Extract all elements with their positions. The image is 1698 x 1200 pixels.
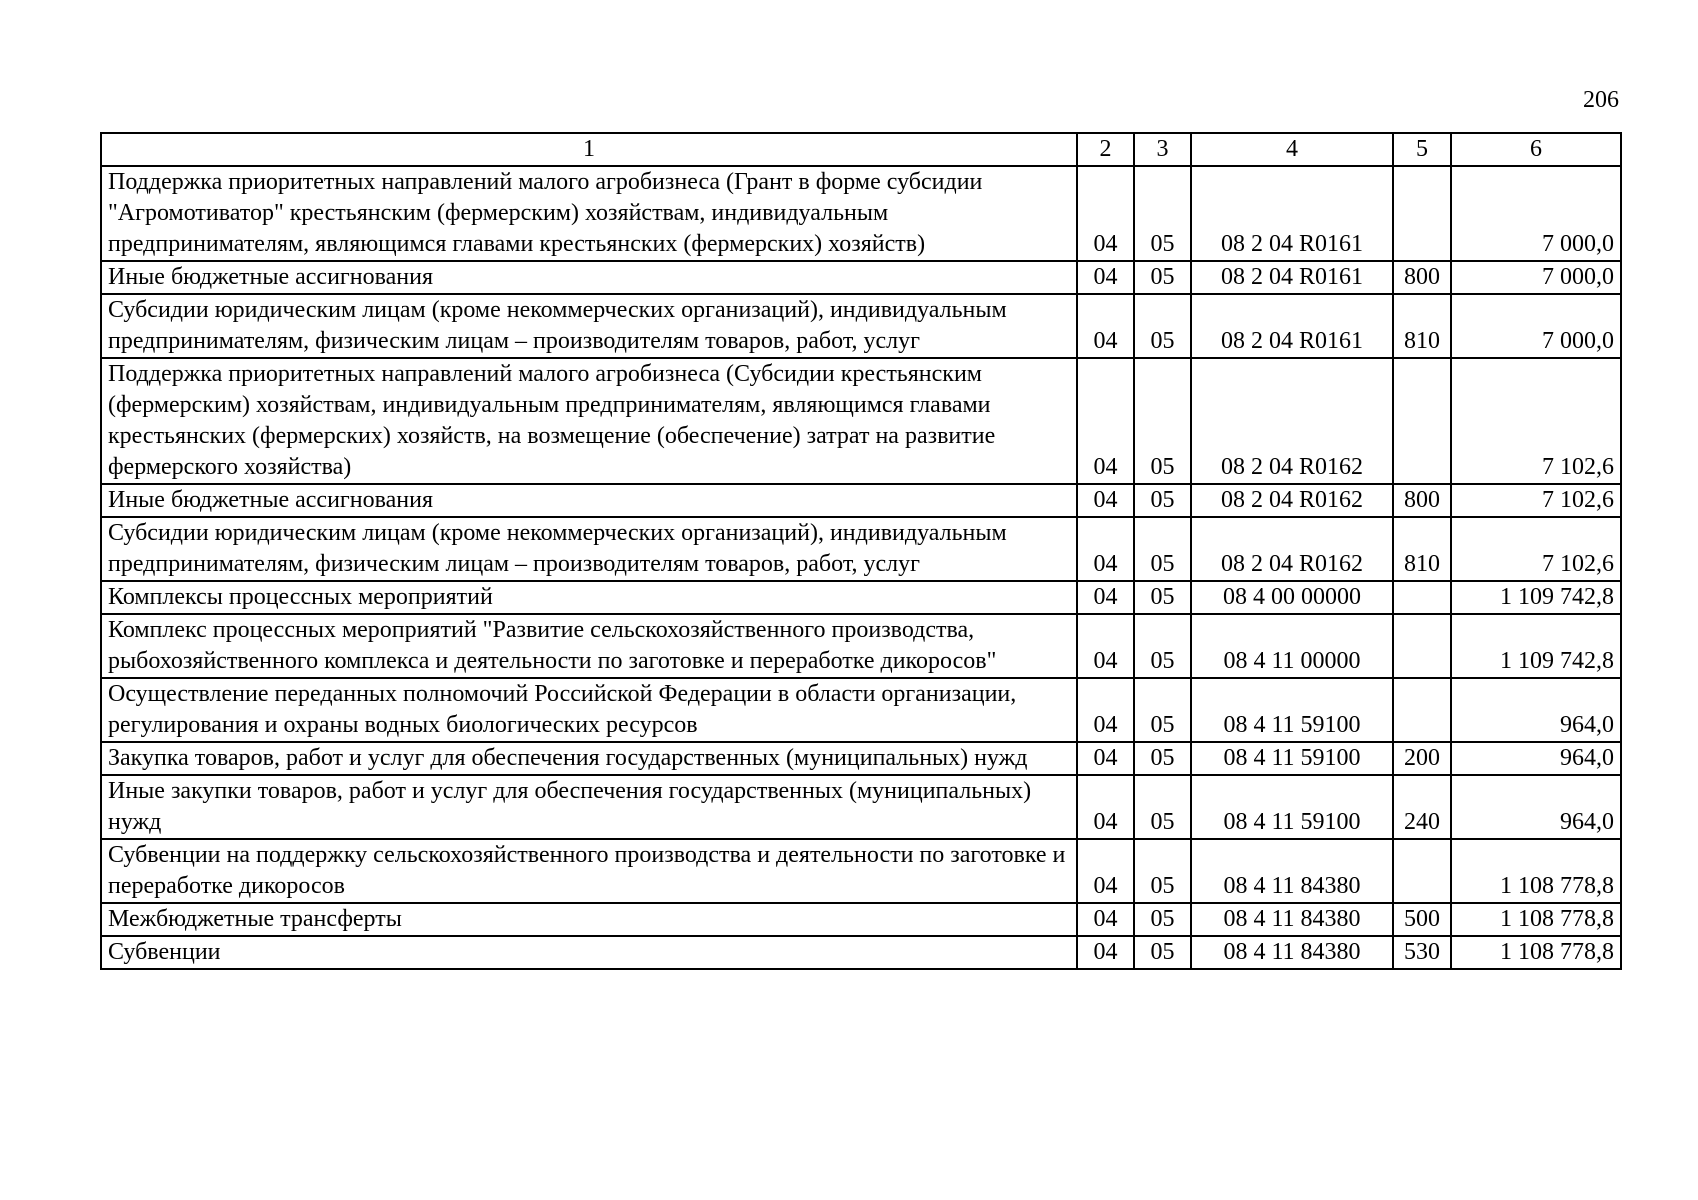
row-name-cell: Иные бюджетные ассигнования — [101, 484, 1077, 517]
table-row — [101, 936, 1621, 969]
expense-type-cell: 240 — [1393, 775, 1451, 839]
target-article-cell: 08 2 04 R0161 — [1191, 166, 1393, 261]
target-article-cell: 08 4 00 00000 — [1191, 581, 1393, 614]
subsection-code-cell: 05 — [1134, 936, 1191, 969]
row-name-cell: Субвенции на поддержку сельскохозяйственного производства и деятельности по заготовке и переработке дикоросов — [101, 839, 1077, 903]
target-article-cell: 08 4 11 84380 — [1191, 903, 1393, 936]
expense-type-cell: 500 — [1393, 903, 1451, 936]
expense-type-cell — [1393, 581, 1451, 614]
table-row — [101, 742, 1621, 775]
column-header: 3 — [1134, 133, 1191, 166]
target-article-cell: 08 2 04 R0161 — [1191, 261, 1393, 294]
table-row — [101, 261, 1621, 294]
column-header: 5 — [1393, 133, 1451, 166]
target-article-cell: 08 4 11 00000 — [1191, 614, 1393, 678]
row-name-cell: Иные бюджетные ассигнования — [101, 261, 1077, 294]
table-row — [101, 775, 1621, 839]
expense-type-cell — [1393, 614, 1451, 678]
row-name-cell: Иные закупки товаров, работ и услуг для обеспечения государственных (муниципальных) нужд — [101, 775, 1077, 839]
section-code-cell: 04 — [1077, 294, 1134, 358]
row-name-cell: Поддержка приоритетных направлений малого агробизнеса (Субсидии крестьянским (фермерским) хозяйствам, индивидуальным предпринимателям, являющимся главами крестьянских (фермерских) хозяйств, на возмещение (обеспечение) затрат на развитие фермерского хозяйства) — [101, 358, 1077, 484]
row-name-cell: Межбюджетные трансферты — [101, 903, 1077, 936]
column-header: 1 — [101, 133, 1077, 166]
amount-cell: 964,0 — [1451, 742, 1621, 775]
amount-cell: 1 108 778,8 — [1451, 839, 1621, 903]
amount-cell: 7 000,0 — [1451, 166, 1621, 261]
target-article-cell: 08 4 11 84380 — [1191, 936, 1393, 969]
subsection-code-cell: 05 — [1134, 261, 1191, 294]
amount-cell: 7 102,6 — [1451, 484, 1621, 517]
section-code-cell: 04 — [1077, 775, 1134, 839]
subsection-code-cell: 05 — [1134, 839, 1191, 903]
page-number: 206 — [1583, 87, 1619, 113]
amount-cell: 964,0 — [1451, 775, 1621, 839]
row-name-cell: Субвенции — [101, 936, 1077, 969]
section-code-cell: 04 — [1077, 614, 1134, 678]
subsection-code-cell: 05 — [1134, 517, 1191, 581]
table-row — [101, 678, 1621, 742]
amount-cell: 1 109 742,8 — [1451, 614, 1621, 678]
section-code-cell: 04 — [1077, 166, 1134, 261]
table-row — [101, 294, 1621, 358]
subsection-code-cell: 05 — [1134, 484, 1191, 517]
amount-cell: 1 109 742,8 — [1451, 581, 1621, 614]
amount-cell: 7 000,0 — [1451, 294, 1621, 358]
row-name-cell: Осуществление переданных полномочий Российской Федерации в области организации, регулирования и охраны водных биологических ресурсов — [101, 678, 1077, 742]
section-code-cell: 04 — [1077, 484, 1134, 517]
subsection-code-cell: 05 — [1134, 581, 1191, 614]
expense-type-cell: 800 — [1393, 484, 1451, 517]
expense-type-cell — [1393, 678, 1451, 742]
target-article-cell: 08 4 11 84380 — [1191, 839, 1393, 903]
section-code-cell: 04 — [1077, 261, 1134, 294]
subsection-code-cell: 05 — [1134, 358, 1191, 484]
expense-type-cell: 800 — [1393, 261, 1451, 294]
expense-type-cell: 200 — [1393, 742, 1451, 775]
section-code-cell: 04 — [1077, 839, 1134, 903]
target-article-cell: 08 4 11 59100 — [1191, 775, 1393, 839]
subsection-code-cell: 05 — [1134, 742, 1191, 775]
table-row — [101, 358, 1621, 484]
amount-cell: 7 102,6 — [1451, 517, 1621, 581]
section-code-cell: 04 — [1077, 581, 1134, 614]
section-code-cell: 04 — [1077, 936, 1134, 969]
section-code-cell: 04 — [1077, 517, 1134, 581]
target-article-cell: 08 2 04 R0162 — [1191, 517, 1393, 581]
expense-type-cell — [1393, 839, 1451, 903]
target-article-cell: 08 2 04 R0162 — [1191, 484, 1393, 517]
table-header-row — [101, 133, 1621, 166]
subsection-code-cell: 05 — [1134, 678, 1191, 742]
expense-type-cell — [1393, 166, 1451, 261]
table-row — [101, 484, 1621, 517]
row-name-cell: Субсидии юридическим лицам (кроме некоммерческих организаций), индивидуальным предпринимателям, физическим лицам – производителям товаров, работ, услуг — [101, 517, 1077, 581]
amount-cell: 7 102,6 — [1451, 358, 1621, 484]
row-name-cell: Комплексы процессных мероприятий — [101, 581, 1077, 614]
section-code-cell: 04 — [1077, 742, 1134, 775]
table-row — [101, 839, 1621, 903]
table-row — [101, 517, 1621, 581]
column-header: 2 — [1077, 133, 1134, 166]
expense-type-cell: 810 — [1393, 294, 1451, 358]
row-name-cell: Комплекс процессных мероприятий "Развитие сельскохозяйственного производства, рыбохозяйственного комплекса и деятельности по заготовке и переработке дикоросов" — [101, 614, 1077, 678]
target-article-cell: 08 2 04 R0161 — [1191, 294, 1393, 358]
row-name-cell: Поддержка приоритетных направлений малого агробизнеса (Грант в форме субсидии "Агромотиватор" крестьянским (фермерским) хозяйствам, индивидуальным предпринимателям, являющимся главами крестьянских (фермерских) хозяйств) — [101, 166, 1077, 261]
section-code-cell: 04 — [1077, 678, 1134, 742]
subsection-code-cell: 05 — [1134, 775, 1191, 839]
section-code-cell: 04 — [1077, 358, 1134, 484]
target-article-cell: 08 4 11 59100 — [1191, 678, 1393, 742]
subsection-code-cell: 05 — [1134, 166, 1191, 261]
amount-cell: 1 108 778,8 — [1451, 903, 1621, 936]
expense-type-cell: 810 — [1393, 517, 1451, 581]
budget-table — [100, 132, 1622, 970]
table-row — [101, 581, 1621, 614]
target-article-cell: 08 4 11 59100 — [1191, 742, 1393, 775]
table-row — [101, 903, 1621, 936]
expense-type-cell — [1393, 358, 1451, 484]
table-row — [101, 166, 1621, 261]
subsection-code-cell: 05 — [1134, 903, 1191, 936]
amount-cell: 7 000,0 — [1451, 261, 1621, 294]
column-header: 6 — [1451, 133, 1621, 166]
column-header: 4 — [1191, 133, 1393, 166]
section-code-cell: 04 — [1077, 903, 1134, 936]
row-name-cell: Субсидии юридическим лицам (кроме некоммерческих организаций), индивидуальным предпринимателям, физическим лицам – производителям товаров, работ, услуг — [101, 294, 1077, 358]
expense-type-cell: 530 — [1393, 936, 1451, 969]
subsection-code-cell: 05 — [1134, 294, 1191, 358]
subsection-code-cell: 05 — [1134, 614, 1191, 678]
amount-cell: 1 108 778,8 — [1451, 936, 1621, 969]
table-row — [101, 614, 1621, 678]
target-article-cell: 08 2 04 R0162 — [1191, 358, 1393, 484]
amount-cell: 964,0 — [1451, 678, 1621, 742]
row-name-cell: Закупка товаров, работ и услуг для обеспечения государственных (муниципальных) нужд — [101, 742, 1077, 775]
